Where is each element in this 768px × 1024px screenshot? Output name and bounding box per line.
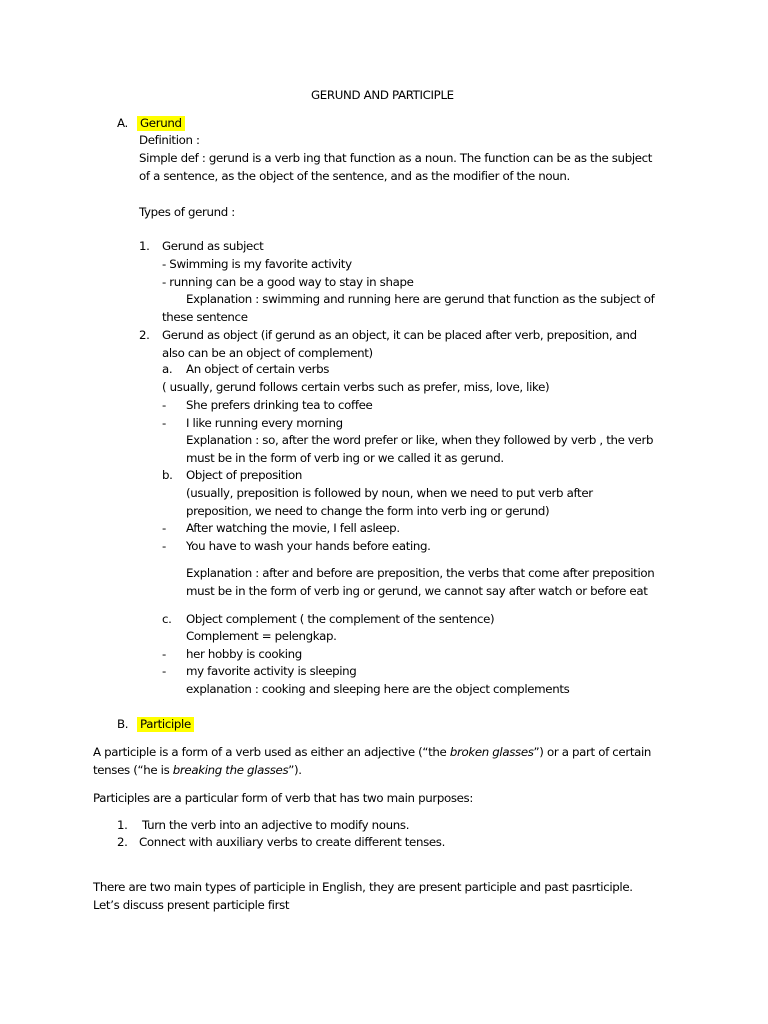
verbs-example-1: She prefers drinking tea to coffee (186, 398, 373, 412)
section-b-heading: Participle (137, 717, 194, 732)
list-number-2: 2. (139, 328, 150, 342)
purpose-number-2: 2. (117, 835, 128, 849)
simple-definition-line-1: Simple def : gerund is a verb ing that function as a noun. The function can be as the subject (139, 151, 653, 165)
subject-example-1: - Swimming is my favorite activity (162, 257, 352, 271)
sub-letter-a: a. (162, 362, 173, 376)
verbs-explanation-line-1: Explanation : so, after the word prefer or like, when they followed by verb , the verb (186, 433, 654, 447)
complement-example-1: her hobby is cooking (186, 647, 302, 661)
sub-letter-c: c. (162, 612, 172, 626)
preposition-explanation-line-1: Explanation : after and before are preposition, the verbs that come after preposition (186, 566, 655, 580)
types-of-participle-line-1: There are two main types of participle in English, they are present participle and past pasrticiple. (93, 880, 633, 894)
preposition-example-2: You have to wash your hands before eating. (186, 539, 431, 553)
bullet-dash: - (162, 398, 166, 412)
verbs-explanation-line-2: must be in the form of verb ing or we called it as gerund. (186, 451, 504, 465)
gerund-as-object-title-line-1: Gerund as object (if gerund as an object, it can be placed after verb, preposition, and (162, 328, 637, 342)
section-a-marker: A. (117, 116, 128, 130)
bullet-dash: - (162, 416, 166, 430)
participle-paragraph-line-1: A participle is a form of a verb used as either an adjective (“the broken glasses”) or a part of certain (93, 745, 652, 759)
object-of-verbs-note: ( usually, gerund follows certain verbs such as prefer, miss, love, like) (162, 380, 550, 394)
gerund-as-subject-title: Gerund as subject (162, 239, 264, 253)
bullet-dash: - (162, 521, 166, 535)
section-a-heading: Gerund (137, 116, 185, 131)
object-of-verbs-title: An object of certain verbs (186, 362, 330, 376)
subject-example-2: - running can be a good way to stay in shape (162, 275, 414, 289)
purposes-intro: Participles are a particular form of verb that has two main purposes: (93, 791, 473, 805)
sub-letter-b: b. (162, 468, 173, 482)
preposition-note-line-1: (usually, preposition is followed by noun, when we need to put verb after (186, 486, 593, 500)
complement-example-2: my favorite activity is sleeping (186, 664, 357, 678)
participle-paragraph-line-2: tenses (“he is breaking the glasses”). (93, 763, 302, 777)
document-title: GERUND AND PARTICIPLE (311, 88, 454, 102)
object-complement-title: Object complement ( the complement of the sentence) (186, 612, 495, 626)
complement-translation: Complement = pelengkap. (186, 629, 337, 643)
types-of-gerund-label: Types of gerund : (139, 205, 235, 219)
verbs-example-2: I like running every morning (186, 416, 343, 430)
purpose-item-1: Turn the verb into an adjective to modify nouns. (142, 818, 410, 832)
gerund-as-object-title-line-2: also can be an object of complement) (162, 346, 373, 360)
bullet-dash: - (162, 539, 166, 553)
complement-explanation: explanation : cooking and sleeping here are the object complements (186, 682, 570, 696)
simple-definition-line-2: of a sentence, as the object of the sentence, and as the modifier of the noun. (139, 169, 570, 183)
types-of-participle-line-2: Let’s discuss present participle first (93, 898, 290, 912)
subject-explanation-line-1: Explanation : swimming and running here are gerund that function as the subject of (186, 292, 655, 306)
section-b-marker: B. (117, 717, 129, 731)
definition-label: Definition : (139, 133, 200, 147)
purpose-number-1: 1. (117, 818, 128, 832)
bullet-dash: - (162, 664, 166, 678)
subject-explanation-line-2: these sentence (162, 310, 248, 324)
preposition-example-1: After watching the movie, I fell asleep. (186, 521, 400, 535)
bullet-dash: - (162, 647, 166, 661)
list-number-1: 1. (139, 239, 150, 253)
preposition-note-line-2: preposition, we need to change the form into verb ing or gerund) (186, 504, 550, 518)
object-of-preposition-title: Object of preposition (186, 468, 303, 482)
purpose-item-2: Connect with auxiliary verbs to create different tenses. (139, 835, 445, 849)
preposition-explanation-line-2: must be in the form of verb ing or gerund, we cannot say after watch or before eat (186, 584, 648, 598)
